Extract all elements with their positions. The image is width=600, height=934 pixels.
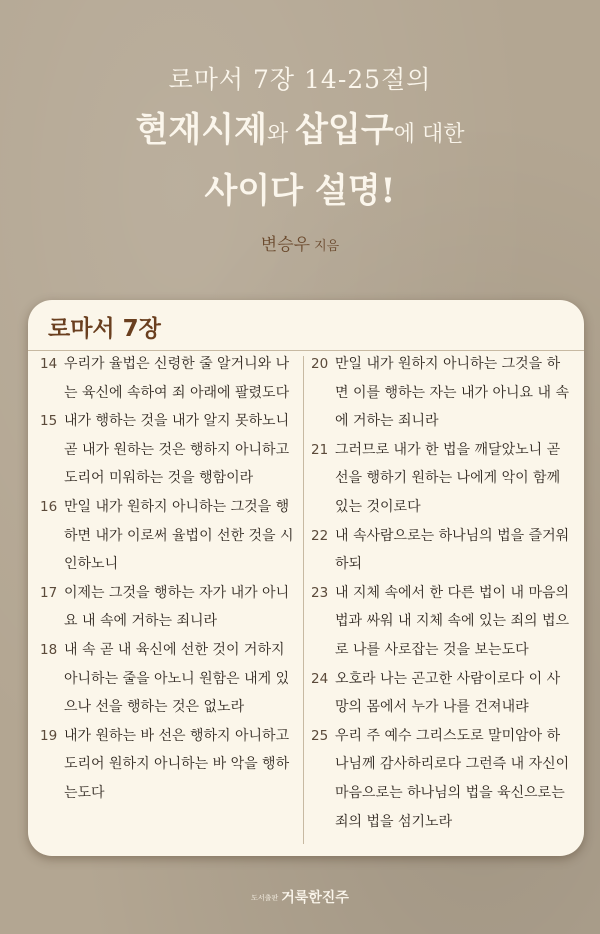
- verse-text: 내 지체 속에서 한 다른 법이 내 마음의 법과 싸워 내 지체 속에 있는 죄의 법으로 나를 사로잡는 것을 보는도다: [335, 584, 570, 658]
- cover-title-line3: 사이다 설명!: [204, 171, 396, 211]
- verse-item: [311, 436, 573, 522]
- scripture-card: [28, 300, 584, 856]
- author-name: 변승우: [260, 235, 311, 255]
- verse-number: 14: [40, 356, 58, 372]
- publisher-small-label: 도서출판: [251, 894, 279, 902]
- author-role: 지음: [314, 239, 340, 254]
- verse-number: 21: [311, 441, 329, 458]
- publisher-logo: [0, 887, 600, 907]
- scripture-card-title: 로마서 7장: [48, 316, 161, 342]
- verse-number: 17: [40, 584, 58, 601]
- verse-number: 18: [40, 641, 58, 658]
- verse-number: 23: [311, 584, 329, 601]
- verse-item: [40, 636, 302, 722]
- verse-text: 만일 내가 원하지 아니하는 그것을 하면 이를 행하는 자는 내가 아니요 내 속에 거하는 죄니라: [335, 356, 570, 430]
- verse-number: 15: [40, 413, 58, 430]
- verse-number: 16: [40, 498, 58, 515]
- verse-text: 이제는 그것을 행하는 자가 내가 아니요 내 속에 거하는 죄니라: [64, 584, 290, 630]
- cover-title-line2: [0, 106, 600, 159]
- verse-item: [311, 579, 573, 665]
- verse-item: [40, 722, 302, 808]
- publisher-name: 거룩한진주: [281, 890, 349, 906]
- verse-text: 내가 원하는 바 선은 행하지 아니하고 도리어 원하지 아니하는 바 악을 행하는도다: [64, 727, 290, 801]
- column-divider: [303, 356, 304, 844]
- verse-item: [311, 522, 573, 579]
- verse-item: [40, 493, 302, 579]
- verse-text: 내 속사람으로는 하나님의 법을 즐거워하되: [335, 527, 570, 573]
- title-keyword-parenthesis: 삽입구: [295, 110, 394, 150]
- verse-item: [311, 722, 573, 836]
- verse-item: [311, 665, 573, 722]
- verse-number: 22: [311, 527, 329, 544]
- title-keyword-present-tense: 현재시제: [135, 110, 267, 150]
- cover-title-block: [0, 60, 600, 212]
- verse-number: 24: [311, 670, 329, 687]
- verse-text: 만일 내가 원하지 아니하는 그것을 행하면 내가 이로써 율법이 선한 것을 시인하노니: [64, 498, 294, 573]
- verse-number: 25: [311, 727, 329, 744]
- verse-text: 우리 주 예수 그리스도로 말미암아 하나님께 감사하리로다 그런즉 내 자신이 마음으로는 하나님의 법을 육신으로는 죄의 법을 섬기노라: [335, 727, 570, 830]
- verse-text: 우리가 율법은 신령한 줄 알거니와 나는 육신에 속하여 죄 아래에 팔렸도다: [64, 356, 290, 401]
- title-particle-about: 에 대한: [393, 122, 465, 147]
- verse-columns: [28, 350, 584, 850]
- verse-number: 20: [311, 356, 329, 372]
- verse-text: 오호라 나는 곤고한 사람이로다 이 사망의 몸에서 누가 나를 건져내랴: [335, 670, 561, 716]
- verse-number: 19: [40, 727, 58, 744]
- verse-text: 내 속 곧 내 육신에 선한 것이 거하지 아니하는 줄을 아노니 원함은 내게 있으나 선을 행하는 것은 없노라: [64, 641, 290, 716]
- verse-text: 그러므로 내가 한 법을 깨달았노니 곧 선을 행하기 원하는 나에게 악이 함께 있는 것이로다: [335, 441, 561, 515]
- author-line: [0, 230, 600, 255]
- verse-item: [311, 350, 573, 436]
- verse-text: 내가 행하는 것을 내가 알지 못하노니 곧 내가 원하는 것은 행하지 아니하고 도리어 미워하는 것을 행함이라: [64, 413, 290, 487]
- verse-item: [40, 350, 302, 407]
- verse-column-left: [40, 350, 302, 808]
- verse-item: [40, 579, 302, 636]
- verse-column-right: [311, 350, 573, 836]
- verse-item: [40, 407, 302, 493]
- title-particle-and: 와: [266, 122, 296, 147]
- cover-subtitle: 로마서 7장 14-25절의: [168, 65, 432, 94]
- scripture-card-header: [28, 300, 584, 351]
